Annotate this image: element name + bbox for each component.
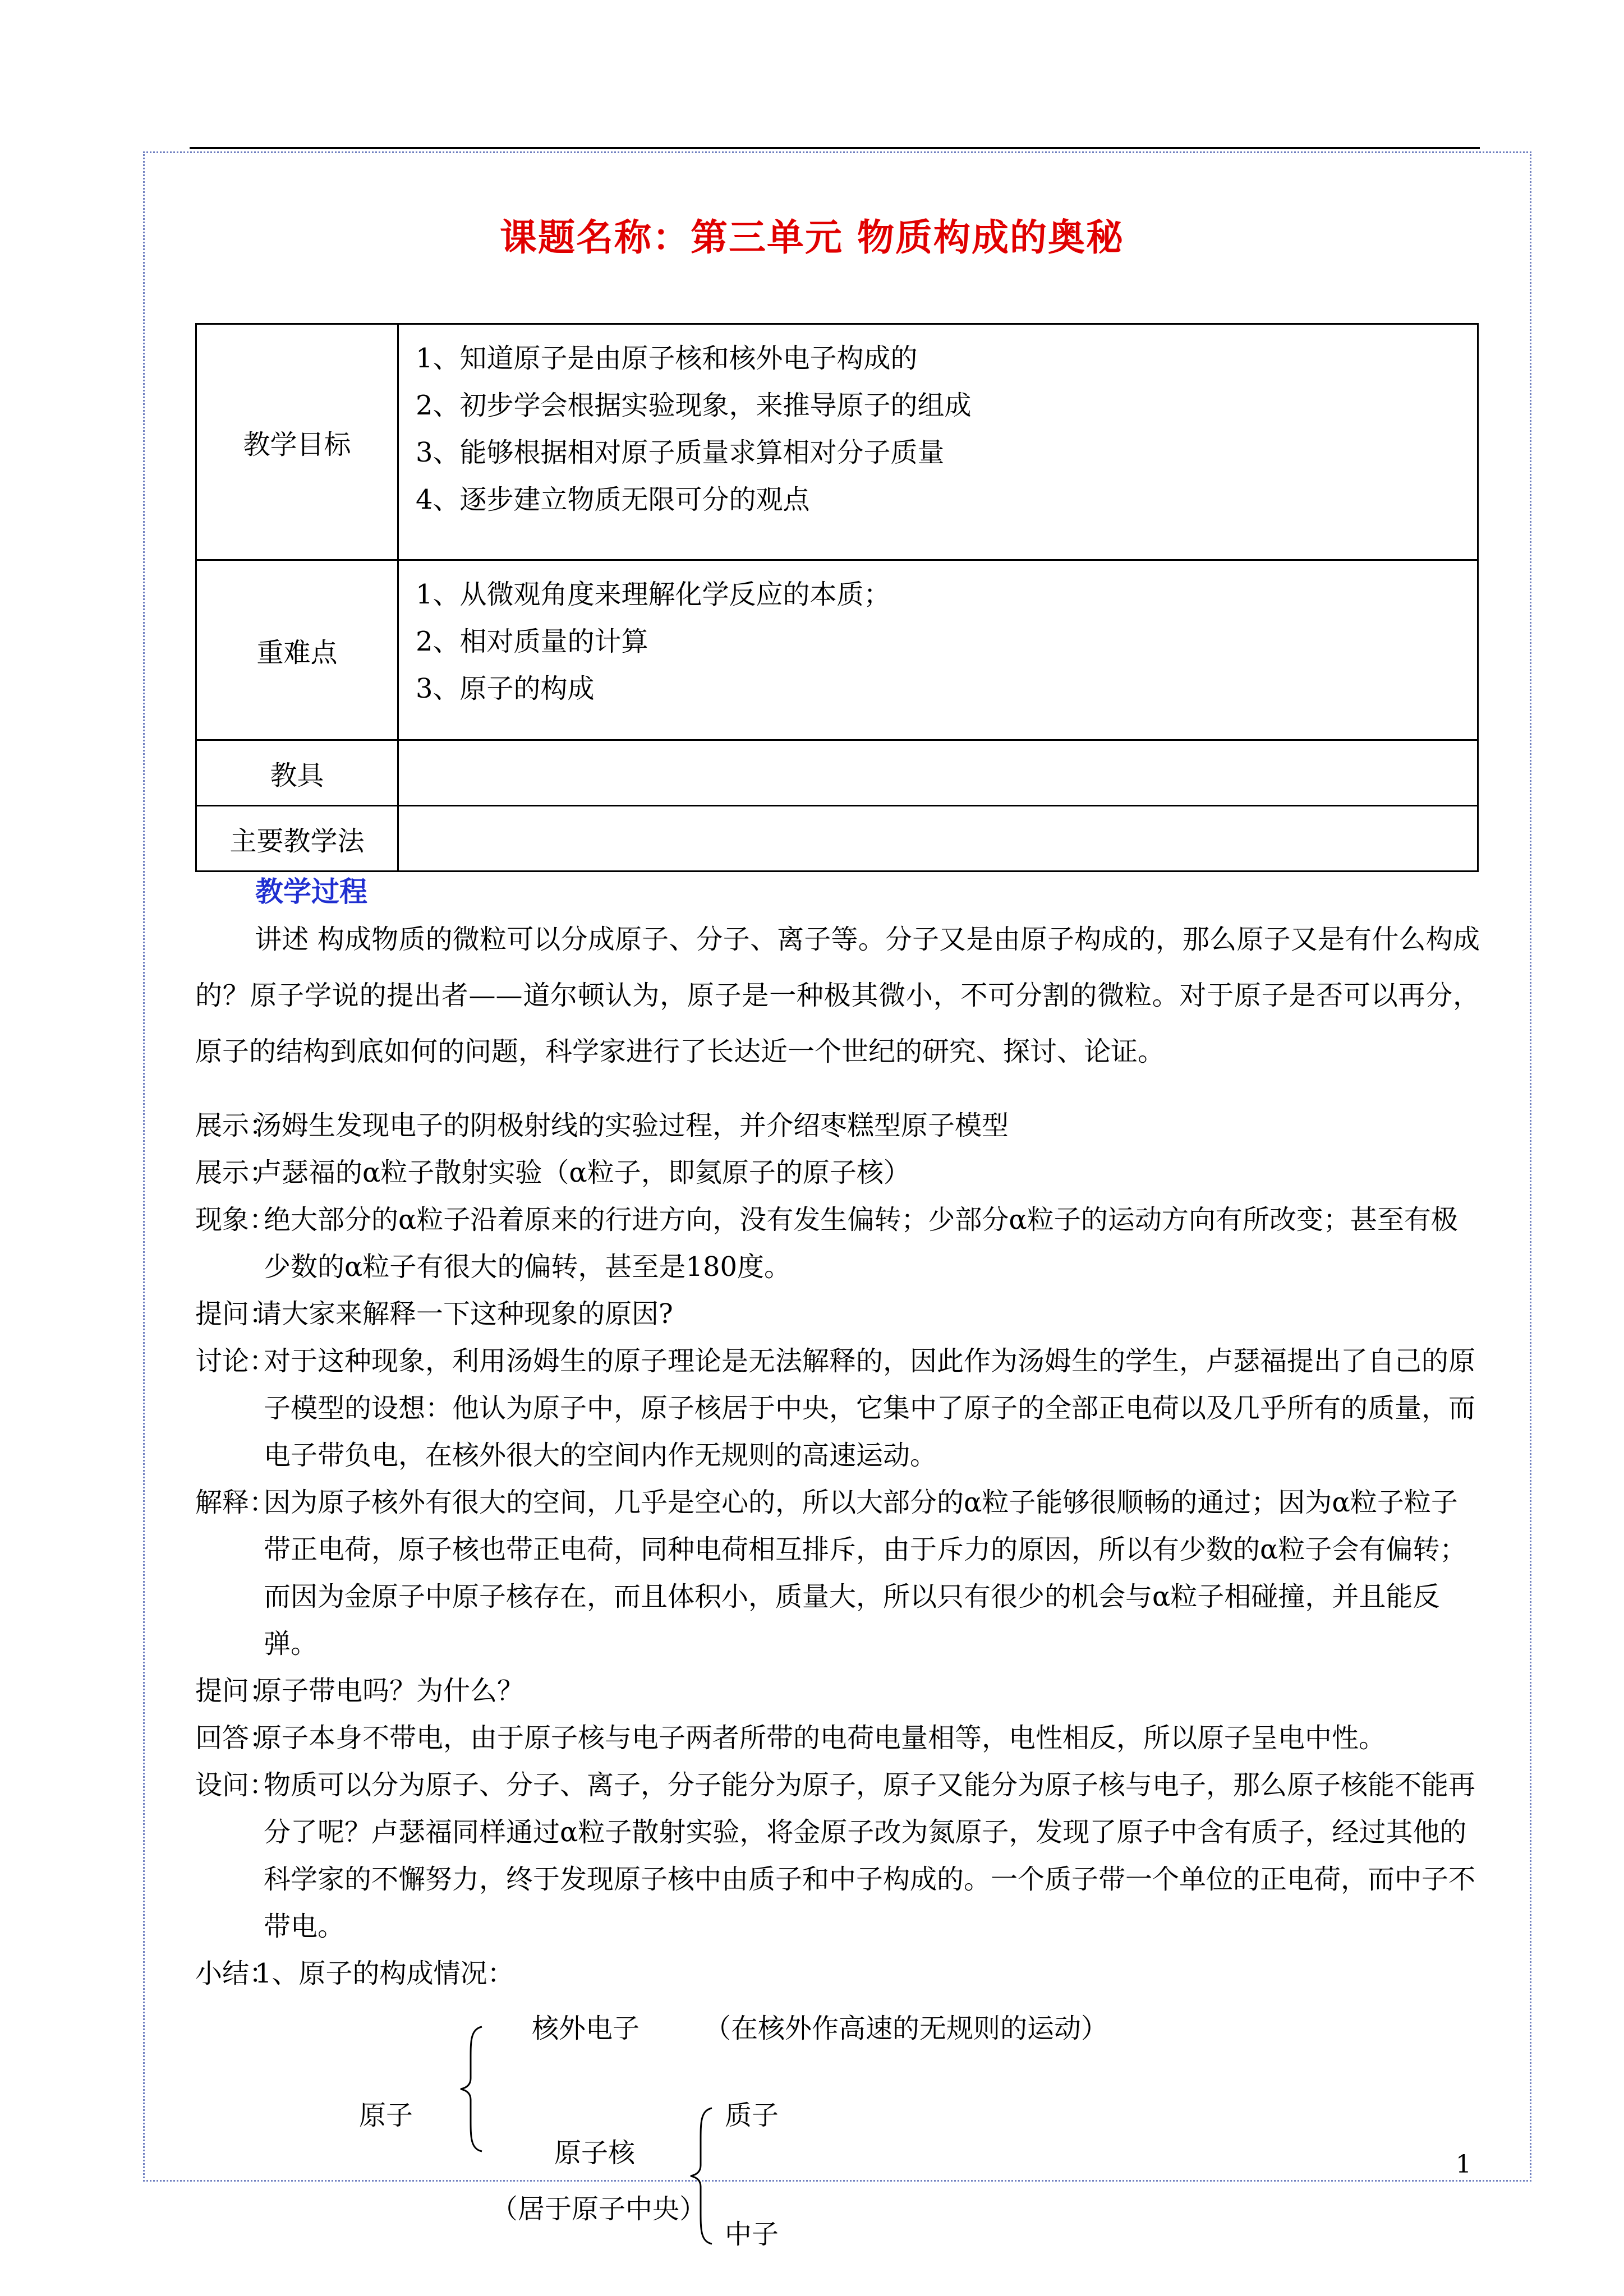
header-rule [190,147,1480,149]
paragraph [195,1149,1480,1196]
key-point-line: 3、原子的构成 [416,673,595,704]
nucleus-brace [687,2106,715,2246]
paragraph-lead: 解释： [195,1487,277,1518]
paragraph-text-inner: 绝大部分的α粒子沿着原来的行进方向，没有发生偏转；少部分α粒子的运动方向有所改变；甚至有极少数的α粒子有很大的偏转，甚至是180度。 [264,1204,1458,1283]
paragraph-text [195,1196,1480,1290]
lesson-info-table [195,323,1479,872]
key-point-line: 1、从微观角度来理解化学反应的本质； [416,579,891,610]
paragraph [195,1290,1480,1338]
page-number: 1 [1456,2150,1471,2179]
diagram-nucleus-note: （居于原子中央） [491,2193,707,2225]
diagram-electron: 核外电子 [532,2013,640,2044]
row-label-objectives: 教学目标 [196,324,398,560]
row-label-teaching-method: 主要教学法 [196,806,398,872]
paragraph-text: 因为原子核外有很大的空间，几乎是空心的，所以大部分的α粒子能够很顺畅的通过；因为α粒子粒子带正电荷，原子核也带正电荷，同种电荷相互排斥，由于斥力的原因，所以有少数的α粒子会有偏转；而因为金原子中原子核存在，而且体积小，质量大，所以只有很少的机会与α粒子相碰撞，并且能反弹。 [264,1487,1467,1659]
paragraph [195,1714,1480,1762]
teaching-aids-content [398,740,1478,806]
paragraph-lead: 展示： [195,1157,277,1188]
intro-paragraph: 讲述 构成物质的微粒可以分成原子、分子、离子等。分子又是由原子构成的，那么原子又是有什么构成的？原子学说的提出者——道尔顿认为，原子是一种极其微小，不可分割的微粒。对于原子是否可以再分，原子的结构到底如何的问题，科学家进行了长达近一个世纪的研究、探讨、论证。 [195,924,1480,1067]
row-label-key-points: 重难点 [196,560,398,740]
table-row [196,740,1478,806]
teaching-method-content [398,806,1478,872]
objective-line: 2、初步学会根据实验现象，来推导原子的组成 [416,390,972,421]
diagram-proton: 质子 [725,2100,779,2131]
paragraph-lead: 设问： [195,1769,277,1801]
section-heading: 教学过程 [255,875,367,908]
paragraph-text: 对于这种现象，利用汤姆生的原子理论是无法解释的，因此作为汤姆生的学生，卢瑟福提出了自己的原子模型的设想：他认为原子中，原子核居于中央，它集中了原子的全部正电荷以及几乎所有的质量，而电子带负电，在核外很大的空间内作无规则的高速运动。 [264,1345,1476,1471]
row-label-teaching-aids: 教具 [196,740,398,806]
paragraph [195,1667,1480,1714]
paragraph [195,1338,1480,1479]
paragraph [195,1479,1480,1667]
document-title: 课题名称：第三单元 物质构成的奥秘 [500,215,1124,259]
paragraph [195,1196,1480,1290]
paragraph [195,1762,1480,1950]
objective-line: 3、能够根据相对原子质量求算相对分子质量 [416,437,945,468]
paragraph-lead: 提问： [195,1675,277,1707]
table-row [196,806,1478,872]
paragraph-text: 物质可以分为原子、分子、离子，分子能分为原子，原子又能分为原子核与电子，那么原子核能不能再分了呢？卢瑟福同样通过α粒子散射实验，将金原子改为氮原子，发现了原子中含有质子，经过其他的科学家的不懈努力，终于发现原子核中由质子和中子构成的。一个质子带一个单位的正电荷，而中子不带电。 [264,1769,1476,1942]
paragraph-text: 原子本身不带电，由于原子核与电子两者所带的电荷电量相等，电性相反，所以原子呈电中性。 [255,1722,1386,1754]
diagram-nucleus: 原子核 [554,2137,636,2169]
paragraph-text: 卢瑟福的α粒子散射实验（α粒子，即氦原子的原子核） [255,1157,910,1188]
key-point-line: 2、相对质量的计算 [416,626,648,657]
paragraph-text: 请大家来解释一下这种现象的原因? [255,1298,673,1330]
paragraph-text: 汤姆生发现电子的阴极射线的实验过程，并介绍枣糕型原子模型 [255,1110,1009,1141]
objective-line: 4、逐步建立物质无限可分的观点 [416,484,810,515]
atom-brace [457,2025,485,2154]
paragraph-text: 原子带电吗？为什么？ [255,1675,525,1707]
diagram-atom: 原子 [359,2100,413,2131]
paragraph-text: 1、原子的构成情况： [255,1958,514,1989]
paragraph-lead: 展示： [195,1110,277,1141]
diagram-neutron: 中子 [725,2219,779,2250]
paragraph [195,1102,1480,1149]
objective-line: 1、知道原子是由原子核和核外电子构成的 [416,343,918,374]
diagram-electron-note: （在核外作高速的无规则的运动） [704,2013,1108,2044]
paragraph-lead: 讨论： [195,1345,277,1377]
paragraph-lead: 现象： [195,1204,277,1235]
paragraph [195,1950,1480,1997]
paragraph-lead: 回答： [195,1722,277,1754]
table-row [196,324,1478,560]
objectives-content [398,324,1478,560]
paragraph-lead: 小结： [195,1958,277,1989]
paragraph-lead: 提问： [195,1298,277,1330]
key-points-content [398,560,1478,740]
table-row [196,560,1478,740]
